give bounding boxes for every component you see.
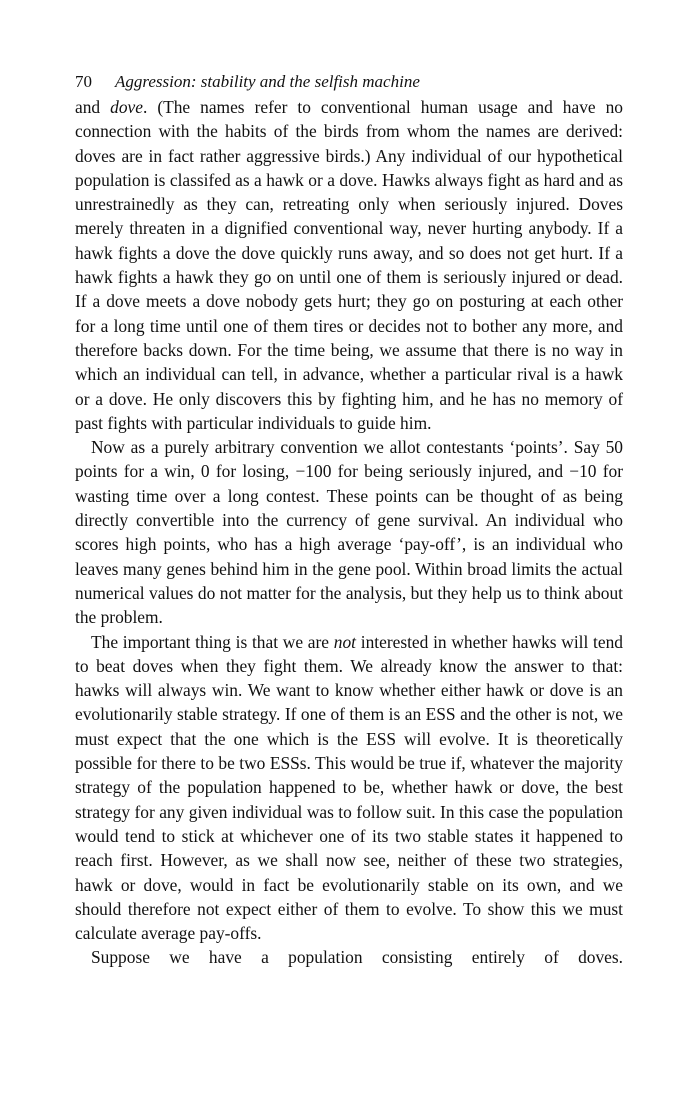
paragraph-2 <box>75 435 623 629</box>
running-head-title: Aggression: stability and the selfish machine <box>115 72 420 91</box>
paragraph-4 <box>75 945 623 969</box>
book-page <box>75 70 623 970</box>
paragraph-3 <box>75 630 623 946</box>
running-head <box>75 70 623 94</box>
text-run: and <box>75 97 111 117</box>
paragraph-1 <box>75 95 623 435</box>
text-run: Suppose we have a population consisting entirely of doves. <box>91 947 623 968</box>
italic-run: not <box>333 631 356 652</box>
page-number: 70 <box>75 72 92 91</box>
text-run: Now as a purely arbitrary convention we allot contestants ‘points’. Say 50 points for a win, 0 for losing, −100 for being seriously injured, and −10 for wasting time over a long contest. These points can be thought of as being directly convertible into the currency of gene survival. An individual who scores high points, who has a high average ‘pay-off’, is an individual who leaves many genes behind him in the gene pool. Within broad limits the actual numerical values do not matter for the analysis, but they help us to think about the problem. <box>75 437 623 628</box>
text-run: The important thing is that we are <box>91 631 334 652</box>
text-run: interested in whether hawks will tend to beat doves when they fight them. We already know the answer to that: hawks will always win. We want to know whether either hawk or dove is an evolutionarily stable strategy. If one of them is an ESS and the other is not, we must expect that the one which is the ESS will evolve. It is theoretically possible for there to be two ESSs. This would be true if, whatever the majority strategy of the population happened to be, whether hawk or dove, the best strategy for any given individual was to follow suit. In this case the population would tend to stick at whichever one of its two stable states it happened to reach first. However, as we shall now see, neither of these two strategies, hawk or dove, would in fact be evolutionarily stable on its own, and we should therefore not expect either of them to evolve. To show this we must calculate average pay-offs. <box>75 631 623 944</box>
body-text <box>75 95 623 970</box>
text-run: . (The names refer to conventional human usage and have no connection with the habits of the birds from whom the names are derived: doves are in fact rather aggressive birds.) Any individual of our hypothetical population is classifed as a hawk or a dove. Hawks always fight as hard and as unrestrainedly as they can, retreating only when seriously injured. Doves merely threaten in a dignified conventional way, never hurting anybody. If a hawk fights a dove the dove quickly runs away, and so does not get hurt. If a hawk fights a hawk they go on until one of them is seriously injured or dead. If a dove meets a dove nobody gets hurt; they go on posturing at each other for a long time until one of them tires or decides not to bother any more, and therefore backs down. For the time being, we assume that there is no way in which an individual can tell, in advance, whether a particular rival is a hawk or a dove. He only discovers this by fighting him, and he has no memory of past fights with particular individuals to guide him. <box>75 97 624 433</box>
italic-run: dove <box>110 97 143 117</box>
